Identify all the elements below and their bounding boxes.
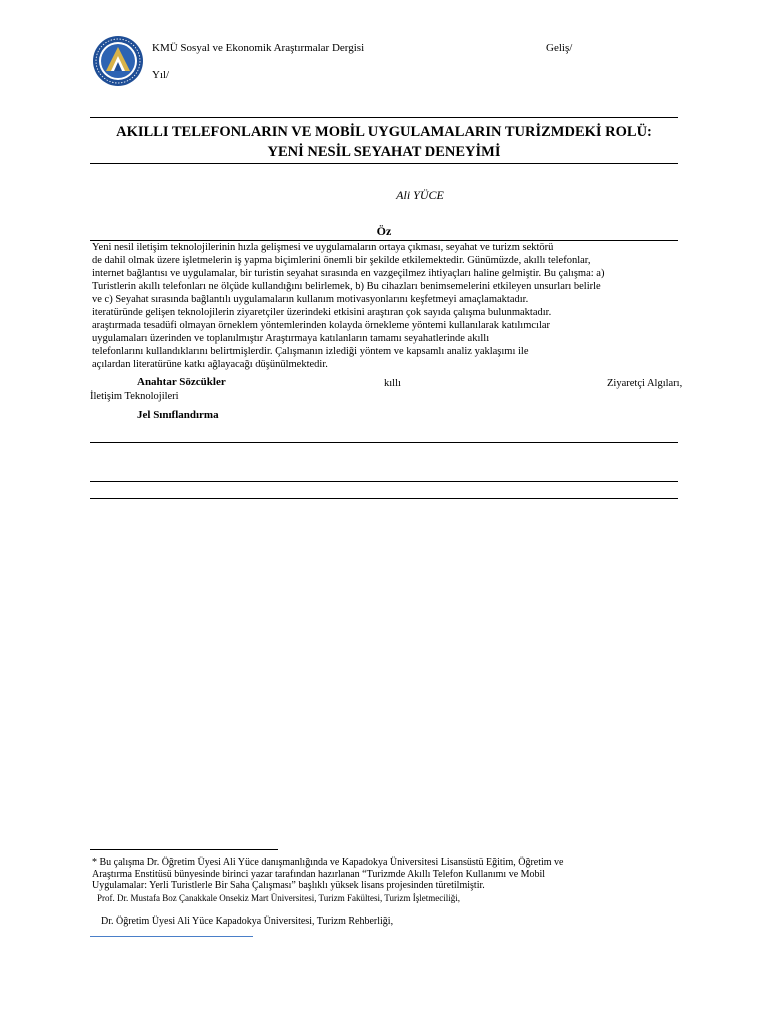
paper-title xyxy=(90,117,678,164)
abstract-line: araştırmada tesadüfi olmayan örneklem yöntemlerinden kolayda örnekleme yöntemi kullanılarak katılımcılar xyxy=(92,320,551,331)
section-rule xyxy=(90,481,678,482)
abstract-line: de dahil olmak üzere işletmelerin iş yapma biçimlerini önemli bir şekilde etkilemektedir. Günümüzde, akıllı telefonlar, xyxy=(92,255,591,266)
footnote-line: Uygulamalar: Yerli Turistlerle Bir Saha Çalışması” başlıklı yüksek lisans projesinden türetilmiştir. xyxy=(92,880,485,891)
footnote-text xyxy=(92,857,678,892)
link-underline xyxy=(90,936,253,937)
footnote-rule xyxy=(90,849,278,850)
footnote-dr: Dr. Öğretim Üyesi Ali Yüce Kapadokya Üniversitesi, Turizm Rehberliği, xyxy=(101,916,394,927)
keyword-item: Ziyaretçi Algıları, xyxy=(607,378,683,389)
abstract-line: uygulamaları üzerinden ve toplanılmıştır Araştırmaya katılanların tamamı seyahatlerinde akıllı xyxy=(92,333,490,344)
keywords-label: Anahtar Sözcükler xyxy=(137,376,226,388)
abstract-line: ve c) Seyahat sırasında bağlantılı uygulamaların kullanım motivasyonlarını keşfetmeyi amaçlamaktadır. xyxy=(92,294,529,305)
jel-label: Jel Sınıflandırma xyxy=(137,409,219,421)
keyword-item: kıllı xyxy=(384,378,401,389)
abstract-line: açılardan literatürüne katkı ağlayacağı düşünülmektedir. xyxy=(92,359,328,370)
abstract-line: Turistlerin akıllı telefonları ne ölçüde kullandığını belirlemek, b) Bu cihazları benimsemelerini etkileyen unsurları belirle xyxy=(92,281,601,292)
footnote-line: * Bu çalışma Dr. Öğretim Üyesi Ali Yüce danışmanlığında ve Kapadokya Üniversitesi Lisansüstü Eğitim, Öğretim ve xyxy=(92,857,564,868)
journal-name: KMÜ Sosyal ve Ekonomik Araştırmalar Dergisi xyxy=(152,42,365,54)
section-rule xyxy=(90,498,678,499)
footnote-line: Araştırma Enstitüsü bünyesinde birinci yazar tarafından hazırlanan “Turizmde Akıllı Telefon Kullanımı ve Mobil xyxy=(92,868,546,880)
abstract-line: Yeni nesil iletişim teknolojilerinin hızla gelişmesi ve uygulamaların ortaya çıkması, seyahat ve turizm sektörü xyxy=(92,242,554,253)
abstract-line: iteratüründe gelişen teknolojilerin ziyaretçiler üzerindeki etkisini araştıran çok sayıda çalışma bulunmaktadır. xyxy=(92,307,552,318)
footnote-prof: Prof. Dr. Mustafa Boz Çanakkale Onsekiz Mart Üniversitesi, Turizm Fakültesi, Turizm İşletmeciliği, xyxy=(97,893,460,903)
title-line-2: YENİ NESİL SEYAHAT DENEYİMİ xyxy=(267,144,501,160)
abstract-line: telefonlarını kullandıklarını belirtmişlerdir. Çalışmanın izlediği yöntem ve kapsamlı analiz yaklaşımı ile xyxy=(92,346,529,357)
received-label: Geliş/ xyxy=(546,42,573,54)
keyword-item: İletişim Teknolojileri xyxy=(90,391,179,402)
year-label: Yıl/ xyxy=(152,69,170,81)
university-seal-icon xyxy=(92,35,144,87)
title-line-1: AKILLI TELEFONLARIN VE MOBİL UYGULAMALARIN TURİZMDEKİ ROLÜ: xyxy=(116,124,652,140)
abstract-line: internet bağlantısı ve uygulamalar, bir turistin seyahat sırasında en vazgeçilmez ihtiyaçları haline gelmiştir. Bu çalışma: a) xyxy=(92,268,605,279)
author-name: Ali YÜCE xyxy=(396,188,444,202)
section-rule xyxy=(90,442,678,443)
abstract-heading: Öz xyxy=(376,224,392,238)
